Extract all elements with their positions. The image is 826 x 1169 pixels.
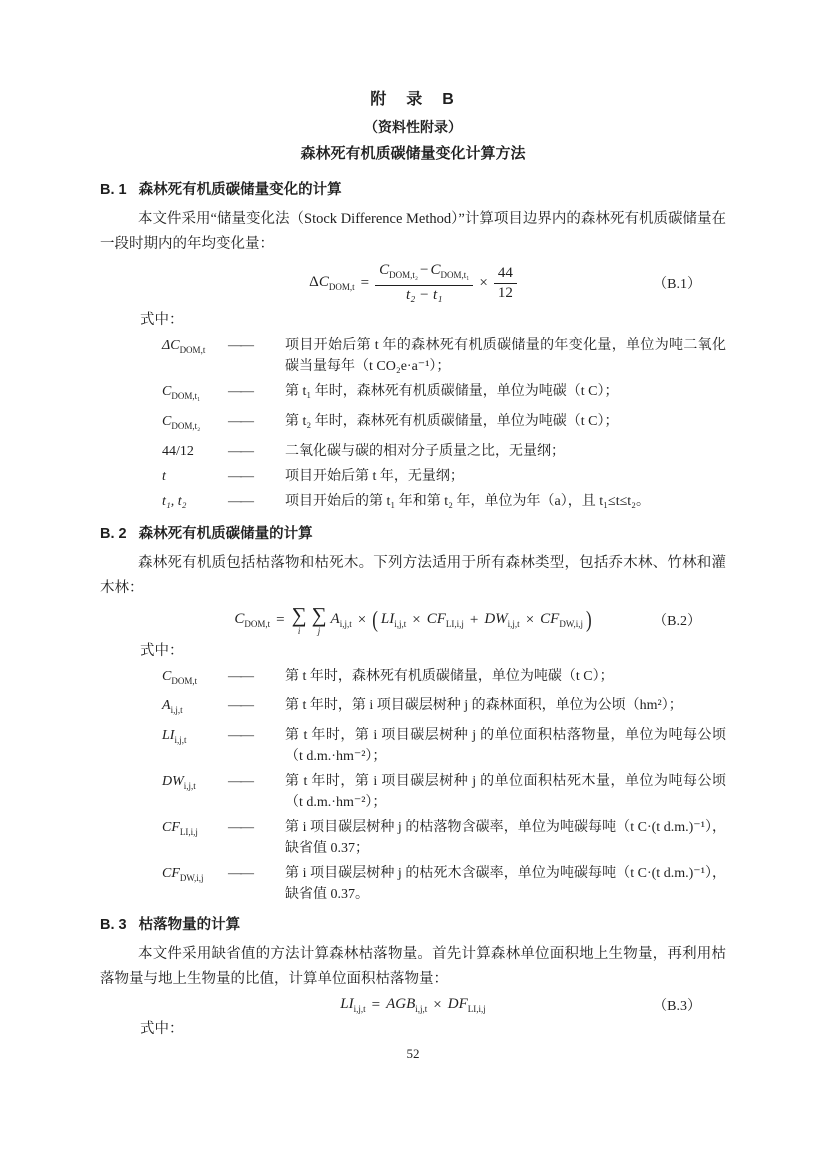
- definition-dash: ——: [228, 443, 252, 459]
- variable-cf-litter: $CF_{LI,i,j}$: [426, 611, 464, 630]
- definition-description: 项目开始后第 t 年，无量纲；: [285, 468, 464, 484]
- equation-b1: [309, 261, 517, 305]
- definition-dash: ——: [228, 413, 252, 429]
- section-number: B. 2: [100, 525, 127, 542]
- symbol-deadwood: $DW_{i,j,t}$: [162, 774, 196, 791]
- symbol-c-dom-t1: $C_{DOM,t_1}$: [162, 384, 201, 401]
- where-label: 式中：: [140, 642, 184, 659]
- equation-label-b1: （B.1）: [653, 277, 701, 292]
- definition-dash: ——: [228, 728, 252, 744]
- symbol-t1-t2: t₁, t₂: [162, 493, 187, 509]
- definition-description: 第 t 年时，第 i 项目碳层树种 j 的森林面积，单位为公顷（hm²）；: [285, 698, 683, 714]
- definition-dash: ——: [228, 774, 252, 790]
- formula-b1: [100, 261, 726, 305]
- equals-sign: =: [371, 996, 381, 1013]
- fraction-numerator: 44: [494, 264, 517, 284]
- definition-dash: ——: [228, 820, 252, 836]
- multiply-sign: ×: [412, 611, 421, 628]
- paragraph-b1-intro: 本文件采用“储量变化法（Stock Difference Method）”计算项目边界内的森林死有机质碳储量在一段时期内的年均变化量：: [100, 211, 726, 252]
- variable-c-dom-t: $C_{DOM,t}$: [234, 611, 271, 630]
- variable-litter: $LI_{i,j,t}$: [340, 996, 366, 1015]
- definition-dash: ——: [228, 668, 252, 684]
- multiply-sign: ×: [357, 611, 367, 628]
- definition-description: 第 i 项目碳层树种 j 的枯死木含碳率，单位为吨碳每吨（t C·(t d.m.)⁻¹），缺省值 0.37。: [285, 866, 726, 903]
- definition-description: 项目开始后第 t 年的森林死有机质碳储量的年变化量，单位为吨二氧化碳当量每年（t CO₂e·a⁻¹）；: [285, 338, 726, 374]
- definition-description: 第 t 年时，第 i 项目碳层树种 j 的单位面积枯落物量，单位为吨每公顷（t d.m.·hm⁻²）；: [285, 728, 726, 765]
- fraction-denominator: t₂ − t₁: [406, 287, 443, 303]
- symbol-cf-deadwood: $CF_{DW,i,j}$: [162, 866, 204, 883]
- where-label: 式中：: [140, 1021, 184, 1038]
- symbol-c-dom-t2: $C_{DOM,t_2}$: [162, 413, 201, 431]
- definition-row: [100, 441, 726, 462]
- symbol-area: $A_{i,j,t}$: [162, 698, 183, 716]
- equation-b2: [234, 602, 592, 636]
- definition-description: 第 i 项目碳层树种 j 的枯落物含碳率，单位为吨碳每吨（t C·(t d.m.)⁻¹），缺省值 0.37；: [285, 820, 726, 857]
- symbol-c-dom-t: $C_{DOM,t}$: [162, 668, 198, 686]
- definition-row: [100, 725, 726, 767]
- symbol-44-12: 44/12: [162, 443, 194, 459]
- close-paren: ): [586, 606, 592, 633]
- open-paren: (: [372, 606, 378, 633]
- formula-b2: [100, 602, 726, 636]
- variable-cf-deadwood: $CF_{DW,i,j}$: [540, 611, 583, 630]
- fraction-numerator: $C_{DOM,t_2} - C_{DOM,t_1}$: [375, 261, 473, 286]
- summation-i: ∑ i: [291, 602, 307, 636]
- where-label: 式中：: [140, 312, 184, 328]
- symbol-cf-litter: $CF_{LI,i,j}$: [162, 820, 198, 837]
- fraction-denominator: 12: [497, 284, 513, 301]
- definition-description: 第 t₂ 年时，森林死有机质碳储量，单位为吨碳（t C）；: [285, 413, 619, 429]
- plus-sign: +: [469, 611, 479, 628]
- variable-deadwood: $DW_{i,j,t}$: [484, 611, 520, 630]
- definition-description: 第 t 年时，森林死有机质碳储量，单位为吨碳（t C）；: [285, 668, 614, 684]
- definition-description: 二氧化碳与碳的相对分子质量之比，无量纲；: [285, 443, 565, 459]
- section-number: B. 3: [100, 917, 127, 934]
- equation-b3: [340, 996, 485, 1014]
- section-number: B. 1: [100, 182, 127, 198]
- multiply-sign: ×: [433, 996, 442, 1013]
- fraction-stock-difference: [375, 261, 473, 305]
- definition-row: [100, 381, 726, 407]
- formula-b3: [100, 996, 726, 1014]
- definition-row: [100, 863, 726, 905]
- definition-dash: ——: [228, 468, 252, 484]
- minus-sign: −: [419, 262, 429, 278]
- symbol-delta-c-dom-t: $\Delta C_{DOM,t}$: [162, 338, 206, 355]
- definition-dash: ——: [228, 384, 252, 399]
- definition-dash: ——: [228, 866, 252, 882]
- symbol-t: t: [162, 468, 166, 484]
- variable-delta-c-dom: $\Delta C_{DOM,t}$: [309, 274, 355, 292]
- definition-dash: ——: [228, 698, 252, 714]
- definition-dash: ——: [228, 493, 252, 509]
- document-title: 森林死有机质碳储量变化计算方法: [300, 145, 526, 162]
- section-heading-b3: [100, 915, 726, 935]
- definition-list-b2: [100, 666, 726, 906]
- definition-row: [100, 411, 726, 437]
- definition-description: 第 t₁ 年时，森林死有机质碳储量，单位为吨碳（t C）；: [285, 384, 619, 399]
- definition-row: [100, 695, 726, 721]
- definition-description: 第 t 年时，第 i 项目碳层树种 j 的单位面积枯死木量，单位为吨每公顷（t d.m.·hm⁻²）；: [285, 774, 726, 811]
- definition-description: 项目开始后的第 t₁ 年和第 t₂ 年，单位为年（a），且 t₁≤t≤t₂。: [285, 493, 651, 509]
- variable-litter: $LI_{i,j,t}$: [380, 611, 407, 630]
- variable-agb: $AGB_{i,j,t}$: [386, 996, 428, 1015]
- section-title: 枯落物量的计算: [138, 917, 241, 934]
- section-title: 森林死有机质碳储量的计算: [138, 525, 313, 542]
- variable-df: $DF_{LI,i,j}$: [447, 996, 486, 1015]
- multiply-sign: ×: [525, 611, 535, 628]
- variable-area: $A_{i,j,t}$: [330, 611, 352, 630]
- definition-row: [100, 666, 726, 692]
- appendix-subtitle: （资料性附录）: [364, 119, 462, 135]
- definition-row: [100, 771, 726, 813]
- equals-sign: =: [360, 274, 370, 291]
- symbol-litter: $LI_{i,j,t}$: [162, 728, 187, 745]
- definition-list-b1: [100, 335, 726, 512]
- summation-j: ∑ j: [311, 602, 327, 636]
- page-number: 52: [406, 1046, 420, 1062]
- paragraph-b2-intro: 森林死有机质包括枯落物和枯死木。下列方法适用于所有森林类型，包括乔木林、竹林和灌木林：: [100, 554, 726, 596]
- definition-row: [100, 466, 726, 487]
- fraction-44-12: [494, 264, 517, 303]
- section-title: 森林死有机质碳储量变化的计算: [138, 182, 342, 198]
- definition-dash: ——: [228, 338, 252, 353]
- appendix-title: 附 录 B: [370, 91, 456, 108]
- equals-sign: =: [276, 611, 285, 628]
- equation-label-b3: （B.3）: [653, 999, 701, 1015]
- definition-row: [100, 335, 726, 377]
- multiply-sign: ×: [479, 274, 488, 291]
- definition-row: [100, 491, 726, 512]
- definition-row: [100, 817, 726, 859]
- equation-label-b2: （B.2）: [653, 614, 701, 630]
- section-heading-b2: [100, 524, 726, 544]
- paragraph-b3-intro: 本文件采用缺省值的方法计算森林枯落物量。首先计算森林单位面积地上生物量，再利用枯落物量与地上生物量的比值，计算单位面积枯落物量：: [100, 946, 726, 988]
- section-heading-b1: [100, 180, 726, 200]
